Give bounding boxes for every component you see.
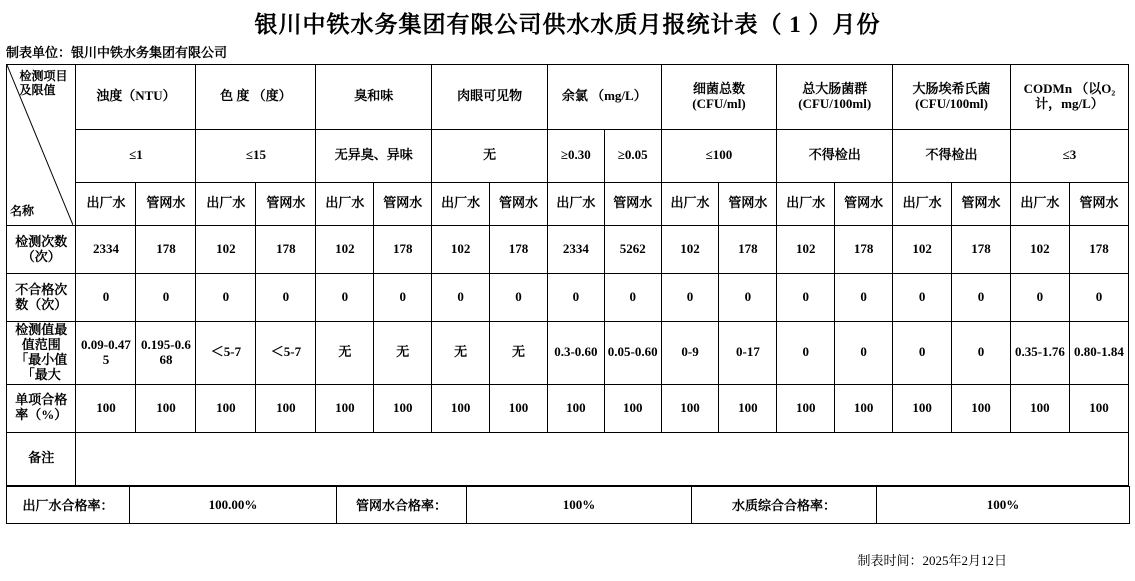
cell: 0 — [719, 274, 777, 322]
subheader-cell: 管网水 — [952, 182, 1011, 226]
row-label-fail-count: 不合格次数（次） — [7, 274, 76, 322]
cell: 100 — [374, 384, 432, 432]
subheader-cell: 出厂水 — [893, 182, 952, 226]
cell: 0 — [661, 274, 719, 322]
corner-top-label: 检测项目及限值 — [19, 69, 68, 98]
column-header-odor — [316, 65, 432, 130]
cell: 100 — [316, 384, 374, 432]
column-header-residual-chlorine — [547, 65, 661, 130]
cell: 0 — [374, 274, 432, 322]
cell: 100 — [76, 384, 136, 432]
overall-pass-rate-label: 水质综合合格率： — [692, 486, 877, 523]
corner-header-cell — [7, 65, 76, 226]
cell: 0 — [136, 274, 196, 322]
cell: 5262 — [604, 226, 661, 274]
header-text: 色 度 （度） — [220, 88, 292, 104]
corner-bottom-label: 名称 — [10, 204, 35, 219]
limit-total-coliform: 不得检出 — [777, 129, 893, 182]
cell: 100 — [1069, 384, 1128, 432]
cell: 100 — [547, 384, 604, 432]
cell: 0.05-0.60 — [604, 322, 661, 385]
header-row-limits — [7, 129, 1129, 182]
corner-diagonal-box — [7, 65, 75, 225]
cell: 102 — [316, 226, 374, 274]
network-pass-rate-label: 管网水合格率： — [337, 486, 467, 523]
cell: 100 — [952, 384, 1011, 432]
subheader-cell: 出厂水 — [316, 182, 374, 226]
cell: 102 — [777, 226, 835, 274]
cell: ＜5-7 — [256, 322, 316, 385]
cell: 102 — [893, 226, 952, 274]
column-header-chroma — [196, 65, 316, 130]
cell: 100 — [256, 384, 316, 432]
limit-odor: 无异臭、异味 — [316, 129, 432, 182]
cell: 178 — [835, 226, 893, 274]
cell: 100 — [432, 384, 490, 432]
table-row-remark — [7, 432, 1129, 485]
limit-visible-matter: 无 — [432, 129, 548, 182]
cell: 100 — [777, 384, 835, 432]
row-label-remark: 备注 — [7, 432, 76, 485]
cell: 0.80-1.84 — [1069, 322, 1128, 385]
factory-pass-rate-label: 出厂水合格率： — [7, 486, 130, 523]
column-header-total-coliform — [777, 65, 893, 130]
subheader-cell: 管网水 — [490, 182, 548, 226]
limit-chroma: ≤15 — [196, 129, 316, 182]
cell: 无 — [316, 322, 374, 385]
cell: 0 — [432, 274, 490, 322]
subheader-cell: 管网水 — [835, 182, 893, 226]
table-row — [7, 274, 1129, 322]
header-text-line2: (CFU/100ml) — [798, 95, 872, 111]
subheader-cell: 出厂水 — [196, 182, 256, 226]
limit-residual-chlorine-factory: ≥0.30 — [547, 129, 604, 182]
subheader-cell: 出厂水 — [1010, 182, 1069, 226]
header-text: 肉眼可见物 — [457, 88, 523, 104]
cell: 0 — [1069, 274, 1128, 322]
column-header-visible-matter — [432, 65, 548, 130]
cell: 178 — [136, 226, 196, 274]
remark-value — [76, 432, 1129, 485]
cell: 100 — [196, 384, 256, 432]
cell: 0.35-1.76 — [1010, 322, 1069, 385]
cell: 102 — [1010, 226, 1069, 274]
cell: 100 — [490, 384, 548, 432]
subheader-cell: 管网水 — [256, 182, 316, 226]
cell: 0 — [777, 274, 835, 322]
subheader-cell: 管网水 — [719, 182, 777, 226]
subheader-cell: 管网水 — [136, 182, 196, 226]
subheader-cell: 出厂水 — [777, 182, 835, 226]
cell: 无 — [432, 322, 490, 385]
column-header-total-bacteria — [661, 65, 777, 130]
cell: 0 — [777, 322, 835, 385]
column-header-ecoli — [893, 65, 1011, 130]
cell: 0 — [835, 274, 893, 322]
cell: 0 — [490, 274, 548, 322]
cell: 0 — [1010, 274, 1069, 322]
header-row-items — [7, 65, 1129, 130]
overall-pass-rate-value: 100% — [877, 486, 1130, 523]
summary-table — [6, 486, 1130, 524]
header-text-line2: (CFU/100ml) — [915, 95, 988, 111]
cell: 100 — [719, 384, 777, 432]
cell: 100 — [1010, 384, 1069, 432]
column-header-codmn — [1010, 65, 1128, 130]
cell: 100 — [893, 384, 952, 432]
page-title: 银川中铁水务集团有限公司供水水质月报统计表（ 1 ）月份 — [254, 12, 881, 37]
cell: 0 — [835, 322, 893, 385]
cell: 0 — [316, 274, 374, 322]
subheader-cell: 出厂水 — [432, 182, 490, 226]
subheader-cell: 管网水 — [604, 182, 661, 226]
cell: 0 — [952, 274, 1011, 322]
report-date: 制表时间：2025年2月12日 — [857, 552, 1007, 568]
header-text: 余氯 （mg/L） — [561, 88, 647, 104]
cell: 0 — [547, 274, 604, 322]
row-label-range: 检测值最值范围「最小值「最大 — [7, 322, 76, 385]
header-text-line1: 大肠埃希氏菌 — [912, 80, 991, 96]
row-label-test-count: 检测次数（次） — [7, 226, 76, 274]
limit-residual-chlorine-network: ≥0.05 — [604, 129, 661, 182]
cell: 0 — [604, 274, 661, 322]
limit-ecoli: 不得检出 — [893, 129, 1011, 182]
cell: 178 — [1069, 226, 1128, 274]
factory-pass-rate-value: 100.00% — [130, 486, 337, 523]
header-text: 浊度（NTU） — [96, 88, 176, 104]
cell: 0-17 — [719, 322, 777, 385]
cell: 无 — [374, 322, 432, 385]
cell: 0 — [256, 274, 316, 322]
limit-total-bacteria: ≤100 — [661, 129, 777, 182]
cell: 100 — [661, 384, 719, 432]
row-label-pass-rate: 单项合格率（%） — [7, 384, 76, 432]
cell: 2334 — [547, 226, 604, 274]
cell: 178 — [256, 226, 316, 274]
table-row — [7, 322, 1129, 385]
water-quality-table — [6, 64, 1129, 486]
maker-unit-label: 制表单位：银川中铁水务集团有限公司 — [6, 45, 228, 60]
cell: ＜5-7 — [196, 322, 256, 385]
subheader-cell: 出厂水 — [661, 182, 719, 226]
cell: 178 — [952, 226, 1011, 274]
cell: 2334 — [76, 226, 136, 274]
cell: 0 — [952, 322, 1011, 385]
cell: 0 — [76, 274, 136, 322]
network-pass-rate-value: 100% — [467, 486, 692, 523]
table-row — [7, 226, 1129, 274]
cell: 0.09-0.475 — [76, 322, 136, 385]
subheader-cell: 出厂水 — [547, 182, 604, 226]
cell: 178 — [719, 226, 777, 274]
cell: 178 — [490, 226, 548, 274]
cell: 102 — [432, 226, 490, 274]
cell: 0.195-0.668 — [136, 322, 196, 385]
subheader-cell: 管网水 — [374, 182, 432, 226]
cell: 无 — [490, 322, 548, 385]
table-row — [7, 384, 1129, 432]
header-text-line1: CODMn （以O₂计，mg/L） — [1023, 80, 1116, 111]
subheader-cell: 管网水 — [1069, 182, 1128, 226]
header-text-line1: 细菌总数 — [692, 80, 745, 96]
cell: 100 — [835, 384, 893, 432]
limit-codmn: ≤3 — [1010, 129, 1128, 182]
cell: 102 — [661, 226, 719, 274]
cell: 0 — [893, 274, 952, 322]
cell: 0 — [196, 274, 256, 322]
cell: 178 — [374, 226, 432, 274]
column-header-turbidity — [76, 65, 196, 130]
header-row-subcolumns — [7, 182, 1129, 226]
cell: 0 — [893, 322, 952, 385]
cell: 100 — [604, 384, 661, 432]
limit-turbidity: ≤1 — [76, 129, 196, 182]
cell: 102 — [196, 226, 256, 274]
subheader-cell: 出厂水 — [76, 182, 136, 226]
header-text-line1: 总大肠菌群 — [802, 80, 868, 96]
summary-row — [7, 486, 1130, 523]
header-text: 臭和味 — [354, 88, 394, 104]
cell: 0-9 — [661, 322, 719, 385]
header-text-line2: (CFU/ml) — [692, 95, 746, 111]
cell: 100 — [136, 384, 196, 432]
cell: 0.3-0.60 — [547, 322, 604, 385]
